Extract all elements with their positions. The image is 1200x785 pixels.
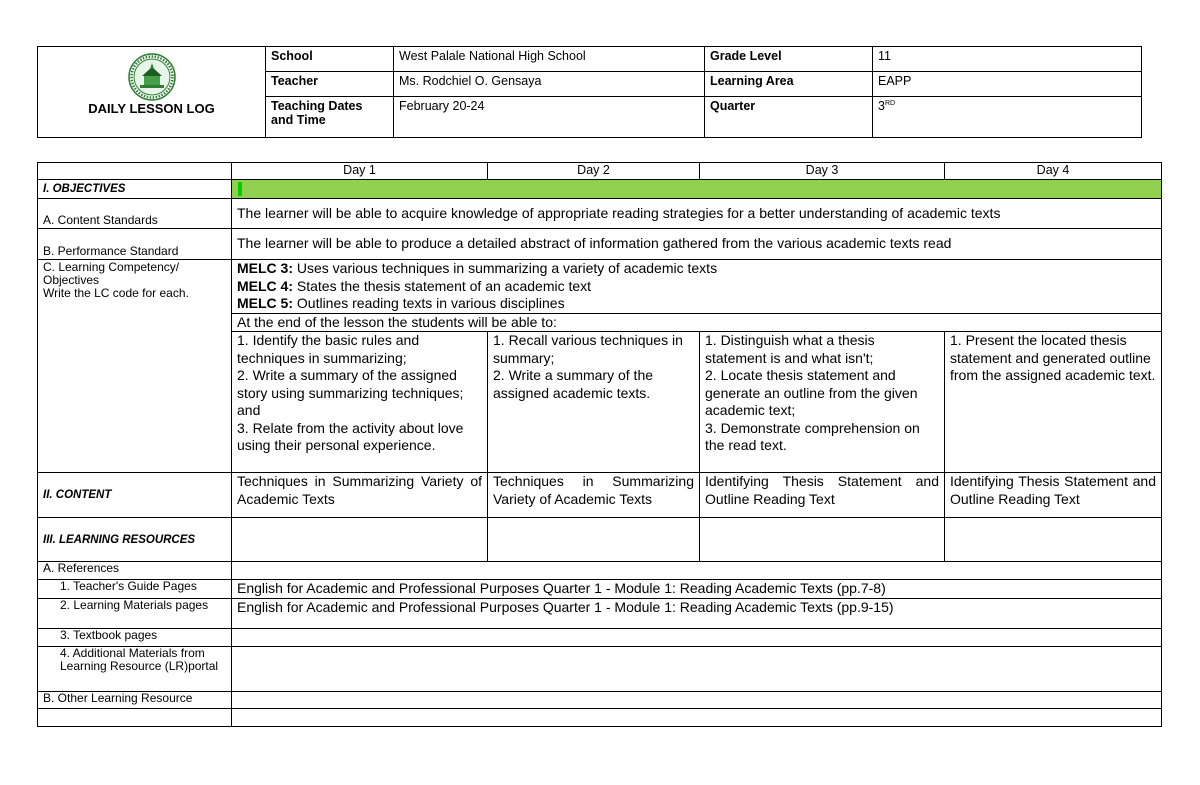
melc-text: Uses various techniques in summarizing a variety of academic texts [293, 260, 718, 276]
competency-label [38, 260, 232, 473]
header-table [37, 46, 1142, 138]
objective-item: 3. Relate from the activity about love using their personal experience. [237, 419, 464, 453]
textbook-row [38, 628, 1162, 646]
competency-label-line: Write the LC code for each. [43, 286, 189, 300]
performance-standard-row [38, 229, 1162, 260]
teaching-dates-value: February 20-24 [394, 96, 705, 137]
performance-standard-label: B. Performance Standard [38, 229, 232, 260]
objectives-row [38, 180, 1162, 199]
content-standards-text: The learner will be able to acquire knowledge of appropriate reading strategies for a better understanding of academic texts [232, 199, 1162, 229]
teacher-label: Teacher [266, 71, 394, 96]
teacher-value: Ms. Rodchiel O. Gensaya [394, 71, 705, 96]
quarter-value [873, 96, 1142, 137]
school-value: West Palale National High School [394, 47, 705, 72]
other-resource-value [232, 691, 1162, 708]
day-1-content: Techniques in Summarizing Variety of Academic Texts [232, 473, 488, 518]
day-header: Day 1 [232, 163, 488, 180]
references-row [38, 562, 1162, 580]
quarter-label: Quarter [705, 96, 873, 137]
references-value [232, 562, 1162, 580]
blank-label-cell [38, 708, 232, 726]
grade-level-label: Grade Level [705, 47, 873, 72]
textbook-label: 3. Textbook pages [38, 628, 232, 646]
teachers-guide-label: 1. Teacher's Guide Pages [38, 580, 232, 599]
competency-row [38, 260, 1162, 314]
other-resource-row [38, 691, 1162, 708]
objective-item: 2. Write a summary of the assigned story using summarizing techniques; and [237, 367, 464, 418]
learning-resources-heading: III. LEARNING RESOURCES [38, 518, 232, 562]
melc-item [237, 295, 1156, 313]
school-seal-icon [128, 53, 176, 101]
day-2-content: Techniques in Summarizing Variety of Academic Texts [488, 473, 700, 518]
day-3-objectives [700, 332, 945, 473]
day-4-objectives [945, 332, 1162, 473]
learning-materials-label: 2. Learning Materials pages [38, 598, 232, 628]
teaching-dates-label: Teaching Dates and Time [266, 96, 394, 137]
blank-value-cell [232, 708, 1162, 726]
melc-code: MELC 5: [237, 295, 293, 311]
additional-materials-row [38, 646, 1162, 691]
school-label: School [266, 47, 394, 72]
day-4-content: Identifying Thesis Statement and Outline Reading Text [945, 473, 1162, 518]
quarter-suffix: RD [884, 99, 896, 107]
objective-item: 3. Demonstrate comprehension on the read text. [705, 419, 920, 453]
learning-materials-value: English for Academic and Professional Purposes Quarter 1 - Module 1: Reading Academic Texts (pp.9-15) [232, 598, 1162, 628]
melc-item [237, 278, 1156, 296]
melc-code: MELC 3: [237, 260, 293, 276]
learning-area-value: EAPP [873, 71, 1142, 96]
performance-standard-text: The learner will be able to produce a detailed abstract of information gathered from the various academic texts read [232, 229, 1162, 260]
day-header: Day 2 [488, 163, 700, 180]
references-label: A. References [38, 562, 232, 580]
teachers-guide-value: English for Academic and Professional Purposes Quarter 1 - Module 1: Reading Academic Texts (pp.7-8) [232, 580, 1162, 599]
objective-item: 2. Write a summary of the assigned academic texts. [493, 367, 654, 401]
day-header-row [38, 163, 1162, 180]
objective-item: 1. Recall various techniques in summary; [493, 332, 683, 366]
melc-code: MELC 4: [237, 277, 293, 294]
learning-resources-row [38, 518, 1162, 562]
melc-list [232, 260, 1162, 314]
competency-label-line: C. Learning Competency/ [43, 260, 180, 274]
learning-area-label: Learning Area [705, 71, 873, 96]
additional-materials-label: 4. Additional Materials from Learning Resource (LR)portal [38, 646, 232, 691]
day-3-content: Identifying Thesis Statement and Outline Reading Text [700, 473, 945, 518]
end-of-lesson-text: At the end of the lesson the students will be able to: [232, 313, 1162, 332]
day-header: Day 3 [700, 163, 945, 180]
competency-label-line: Objectives [43, 273, 100, 287]
objectives-heading: I. OBJECTIVES [38, 180, 232, 199]
lesson-table [37, 162, 1162, 727]
logo-cell [38, 47, 266, 138]
daily-lesson-log-title: DAILY LESSON LOG [88, 101, 215, 116]
content-heading: II. CONTENT [38, 473, 232, 518]
content-standards-row [38, 199, 1162, 229]
day-2-objectives [488, 332, 700, 473]
additional-materials-value [232, 646, 1162, 691]
day-1-objectives [232, 332, 488, 473]
day-4-resources [945, 518, 1162, 562]
day-2-resources [488, 518, 700, 562]
melc-text: States the thesis statement of an academic text [293, 277, 592, 294]
objective-item: 2. Locate thesis statement and generate an outline from the given academic text; [705, 367, 918, 418]
objective-item: 1. Present the located thesis statement and generated outline from the assigned academic text. [950, 332, 1156, 383]
objective-item: 1. Identify the basic rules and techniques in summarizing; [237, 332, 420, 366]
objective-item: 1. Distinguish what a thesis statement is and what isn't; [705, 332, 875, 366]
objectives-green-bar [232, 180, 1162, 199]
other-resource-label: B. Other Learning Resource [38, 691, 232, 708]
teachers-guide-row [38, 580, 1162, 599]
learning-materials-row [38, 598, 1162, 628]
day-3-resources [700, 518, 945, 562]
content-row [38, 473, 1162, 518]
day-1-resources [232, 518, 488, 562]
corner-cell [38, 163, 232, 180]
melc-item [237, 260, 1156, 278]
content-standards-label: A. Content Standards [38, 199, 232, 229]
textbook-value [232, 628, 1162, 646]
grade-level-value: 11 [873, 47, 1142, 72]
blank-row [38, 708, 1162, 726]
green-marker [238, 182, 242, 196]
day-header: Day 4 [945, 163, 1162, 180]
melc-text: Outlines reading texts in various disciplines [293, 295, 565, 311]
quarter-number: 3 [878, 98, 885, 113]
